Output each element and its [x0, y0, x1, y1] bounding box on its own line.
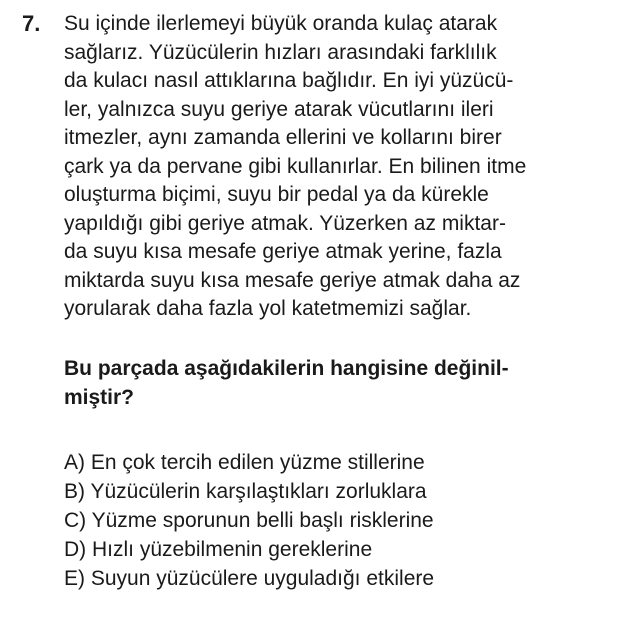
option-a[interactable]: A) En çok tercih edilen yüzme stillerine: [64, 451, 425, 474]
passage-line: yorularak daha fazla yol katetmemizi sağlar.: [64, 297, 472, 320]
answer-options: [64, 448, 624, 593]
option-e[interactable]: E) Suyun yüzücülere uyguladığı etkilere: [64, 567, 435, 590]
passage-line: çark ya da pervane gibi kullanırlar. En bilinen itme: [64, 154, 527, 178]
question-prompt: [64, 355, 624, 412]
passage-line: Su içinde ilerlemeyi büyük oranda kulaç atarak: [64, 12, 498, 35]
passage-line: miktarda suyu kısa mesafe geriye atmak daha az: [64, 268, 521, 292]
option-d[interactable]: D) Hızlı yüzebilmenin gereklerine: [64, 538, 373, 561]
prompt-line: Bu parçada aşağıdakilerin hangisine değinil-: [64, 357, 509, 380]
passage-line: ler, yalnızca suyu geriye atarak vücutlarını ileri: [64, 97, 494, 121]
passage-line: yapıldığı gibi geriye atmak. Yüzerken az miktar-: [64, 211, 506, 235]
question-passage: [64, 10, 624, 324]
option-c[interactable]: C) Yüzme sporunun belli başlı risklerine: [64, 509, 434, 532]
question-number: 7.: [22, 11, 41, 36]
prompt-line: miştir?: [64, 385, 135, 409]
passage-line: da kulacı nasıl attıklarına bağlıdır. En iyi yüzücü-: [64, 69, 514, 92]
passage-line: itmezler, aynı zamanda ellerini ve kollarını birer: [64, 126, 502, 149]
option-b[interactable]: B) Yüzücülerin karşılaştıkları zorluklara: [64, 480, 427, 503]
passage-line: da suyu kısa mesafe geriye atmak yerine, fazla: [64, 240, 502, 263]
passage-line: sağlarız. Yüzücülerin hızları arasındaki farklılık: [64, 40, 497, 64]
passage-line: oluşturma biçimi, suyu bir pedal ya da kürekle: [64, 183, 489, 206]
